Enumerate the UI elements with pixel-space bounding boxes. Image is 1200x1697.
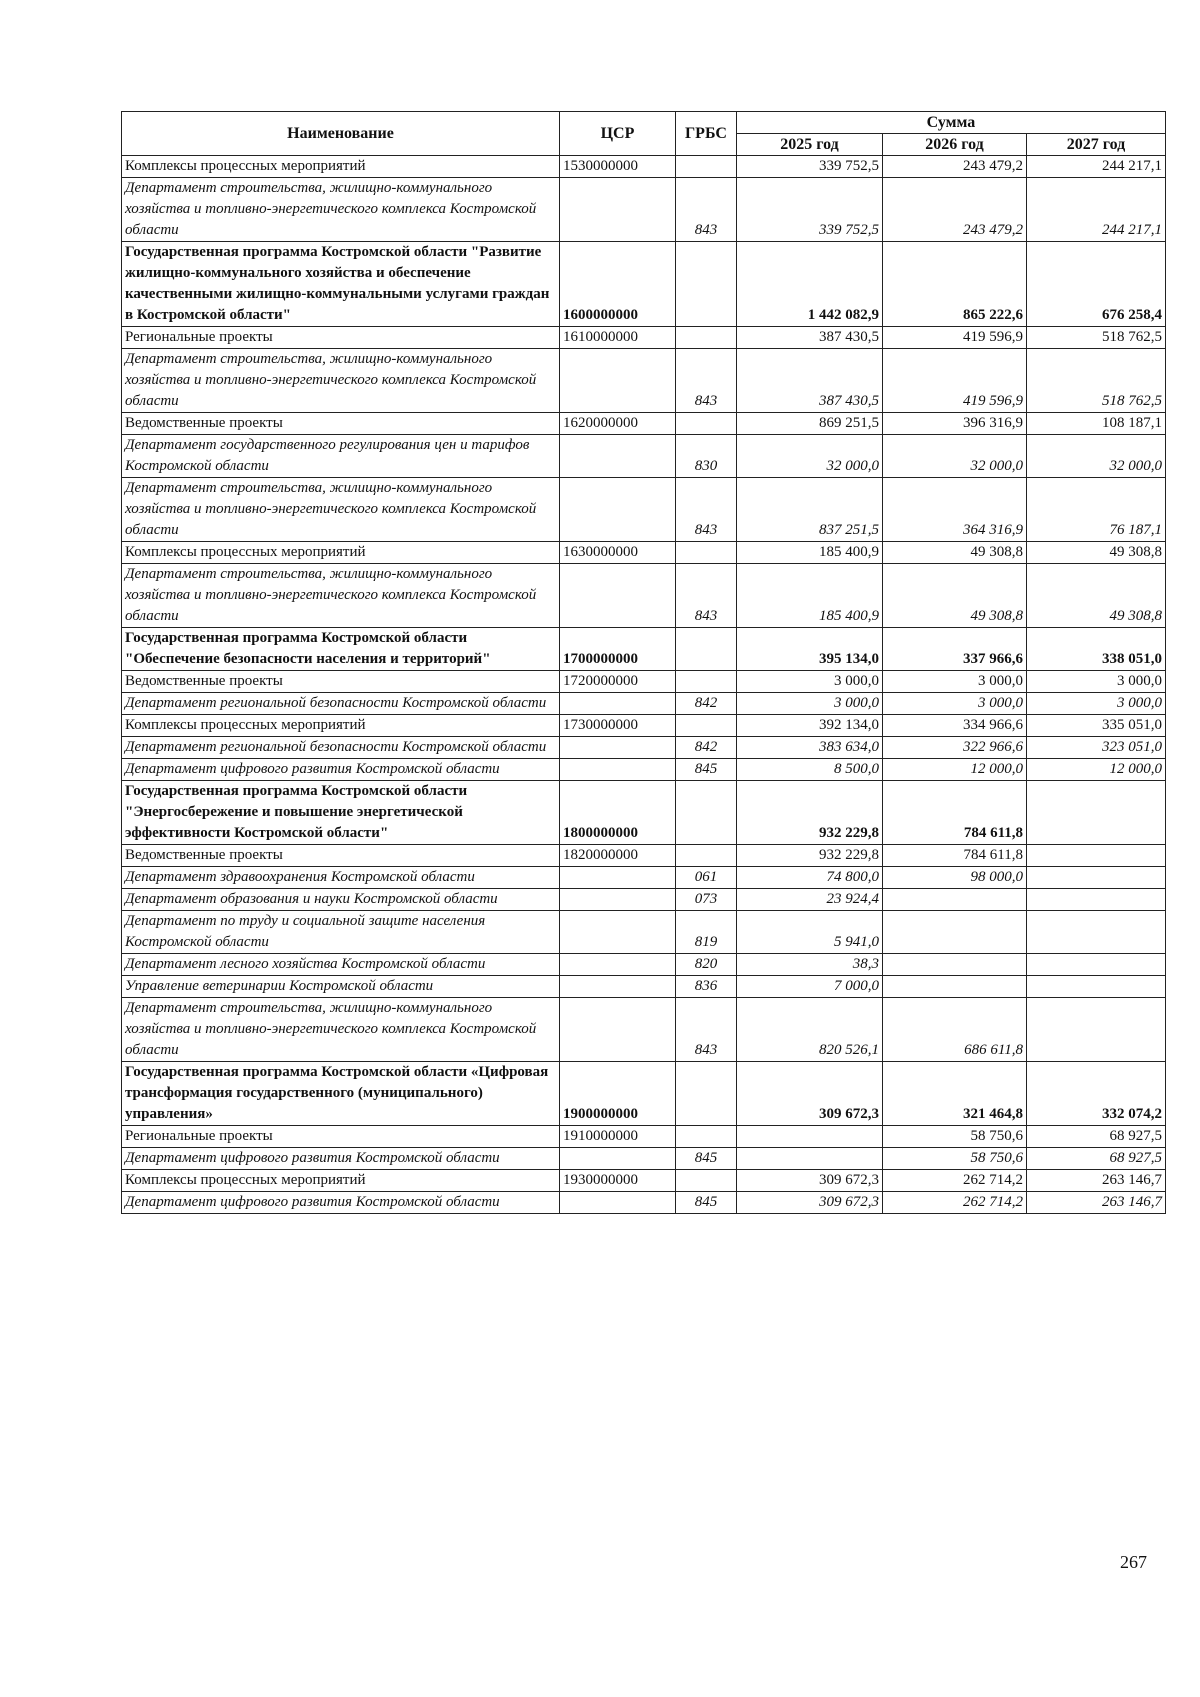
cell-2026 xyxy=(883,889,1027,911)
cell-grbs xyxy=(676,781,737,845)
cell-csr xyxy=(560,911,676,954)
cell-2025 xyxy=(737,1126,883,1148)
cell-grbs: 843 xyxy=(676,998,737,1062)
cell-2027 xyxy=(1027,954,1166,976)
cell-2027: 323 051,0 xyxy=(1027,737,1166,759)
table-row-program xyxy=(122,781,1166,845)
cell-grbs xyxy=(676,1126,737,1148)
cell-2025: 3 000,0 xyxy=(737,671,883,693)
cell-grbs: 842 xyxy=(676,693,737,715)
cell-grbs: 819 xyxy=(676,911,737,954)
cell-2026: 262 714,2 xyxy=(883,1170,1027,1192)
cell-2026: 865 222,6 xyxy=(883,242,1027,327)
cell-2027 xyxy=(1027,911,1166,954)
table-row-dept xyxy=(122,976,1166,998)
cell-2026: 322 966,6 xyxy=(883,737,1027,759)
cell-csr: 1800000000 xyxy=(560,781,676,845)
cell-2027: 68 927,5 xyxy=(1027,1148,1166,1170)
cell-2026: 419 596,9 xyxy=(883,349,1027,413)
cell-grbs: 845 xyxy=(676,1192,737,1214)
cell-2026: 686 611,8 xyxy=(883,998,1027,1062)
cell-csr xyxy=(560,1148,676,1170)
cell-name: Государственная программа Костромской области "Энергосбережение и повышение энергетической эффективности Костромской области" xyxy=(122,781,560,845)
cell-grbs: 061 xyxy=(676,867,737,889)
cell-2026: 337 966,6 xyxy=(883,628,1027,671)
cell-2027: 335 051,0 xyxy=(1027,715,1166,737)
cell-2027: 68 927,5 xyxy=(1027,1126,1166,1148)
table-row-dept xyxy=(122,693,1166,715)
table-row-dept xyxy=(122,737,1166,759)
cell-name: Департамент по труду и социальной защите населения Костромской области xyxy=(122,911,560,954)
cell-csr: 1700000000 xyxy=(560,628,676,671)
cell-name: Комплексы процессных мероприятий xyxy=(122,1170,560,1192)
cell-2027: 332 074,2 xyxy=(1027,1062,1166,1126)
cell-name: Комплексы процессных мероприятий xyxy=(122,715,560,737)
cell-name: Департамент региональной безопасности Костромской области xyxy=(122,737,560,759)
cell-2025: 339 752,5 xyxy=(737,178,883,242)
cell-name: Ведомственные проекты xyxy=(122,671,560,693)
cell-csr: 1930000000 xyxy=(560,1170,676,1192)
cell-grbs: 843 xyxy=(676,564,737,628)
cell-2025: 932 229,8 xyxy=(737,781,883,845)
cell-name: Департамент государственного регулирования цен и тарифов Костромской области xyxy=(122,435,560,478)
cell-2025: 5 941,0 xyxy=(737,911,883,954)
table-row-subprogram xyxy=(122,542,1166,564)
table-row-subprogram xyxy=(122,327,1166,349)
cell-name: Департамент строительства, жилищно-коммунального хозяйства и топливно-энергетического комплекса Костромской области xyxy=(122,998,560,1062)
cell-csr xyxy=(560,178,676,242)
cell-2026: 364 316,9 xyxy=(883,478,1027,542)
cell-2026: 321 464,8 xyxy=(883,1062,1027,1126)
table-row-subprogram xyxy=(122,413,1166,435)
table-row-subprogram xyxy=(122,671,1166,693)
cell-2026: 58 750,6 xyxy=(883,1148,1027,1170)
cell-2025: 392 134,0 xyxy=(737,715,883,737)
cell-2027: 244 217,1 xyxy=(1027,178,1166,242)
table-row-subprogram xyxy=(122,1126,1166,1148)
cell-name: Комплексы процессных мероприятий xyxy=(122,156,560,178)
cell-2027 xyxy=(1027,781,1166,845)
cell-csr xyxy=(560,478,676,542)
cell-grbs: 836 xyxy=(676,976,737,998)
cell-csr xyxy=(560,1192,676,1214)
cell-csr xyxy=(560,976,676,998)
cell-2026: 3 000,0 xyxy=(883,671,1027,693)
cell-2026: 98 000,0 xyxy=(883,867,1027,889)
cell-2025: 387 430,5 xyxy=(737,327,883,349)
cell-csr: 1730000000 xyxy=(560,715,676,737)
cell-2025: 38,3 xyxy=(737,954,883,976)
cell-2027: 49 308,8 xyxy=(1027,564,1166,628)
cell-grbs: 830 xyxy=(676,435,737,478)
cell-csr: 1600000000 xyxy=(560,242,676,327)
cell-2027 xyxy=(1027,976,1166,998)
cell-2025: 1 442 082,9 xyxy=(737,242,883,327)
cell-2026: 262 714,2 xyxy=(883,1192,1027,1214)
cell-2026: 243 479,2 xyxy=(883,178,1027,242)
cell-2025: 383 634,0 xyxy=(737,737,883,759)
header-year-2026: 2026 год xyxy=(883,134,1027,156)
cell-csr: 1820000000 xyxy=(560,845,676,867)
cell-csr: 1610000000 xyxy=(560,327,676,349)
cell-csr xyxy=(560,435,676,478)
table-row-subprogram xyxy=(122,156,1166,178)
cell-name: Ведомственные проекты xyxy=(122,413,560,435)
cell-name: Департамент здравоохранения Костромской области xyxy=(122,867,560,889)
cell-2025: 185 400,9 xyxy=(737,564,883,628)
cell-name: Государственная программа Костромской области "Обеспечение безопасности населения и территорий" xyxy=(122,628,560,671)
cell-name: Департамент лесного хозяйства Костромской области xyxy=(122,954,560,976)
cell-csr: 1910000000 xyxy=(560,1126,676,1148)
cell-name: Департамент строительства, жилищно-коммунального хозяйства и топливно-энергетического комплекса Костромской области xyxy=(122,564,560,628)
cell-grbs xyxy=(676,715,737,737)
table-row-subprogram xyxy=(122,1170,1166,1192)
cell-csr: 1900000000 xyxy=(560,1062,676,1126)
cell-2027: 263 146,7 xyxy=(1027,1170,1166,1192)
cell-2027: 3 000,0 xyxy=(1027,693,1166,715)
table-row-subprogram xyxy=(122,715,1166,737)
cell-grbs: 843 xyxy=(676,178,737,242)
cell-2026: 419 596,9 xyxy=(883,327,1027,349)
cell-2026: 784 611,8 xyxy=(883,781,1027,845)
cell-2026: 58 750,6 xyxy=(883,1126,1027,1148)
cell-name: Департамент региональной безопасности Костромской области xyxy=(122,693,560,715)
cell-2026 xyxy=(883,911,1027,954)
cell-csr xyxy=(560,998,676,1062)
table-row-dept xyxy=(122,1192,1166,1214)
cell-2025: 3 000,0 xyxy=(737,693,883,715)
cell-name: Департамент цифрового развития Костромской области xyxy=(122,1192,560,1214)
table-body xyxy=(122,156,1166,1214)
cell-2027: 12 000,0 xyxy=(1027,759,1166,781)
cell-csr: 1720000000 xyxy=(560,671,676,693)
cell-2026 xyxy=(883,954,1027,976)
cell-2025: 869 251,5 xyxy=(737,413,883,435)
cell-2027: 518 762,5 xyxy=(1027,327,1166,349)
cell-2026: 12 000,0 xyxy=(883,759,1027,781)
cell-2026: 396 316,9 xyxy=(883,413,1027,435)
cell-2025: 820 526,1 xyxy=(737,998,883,1062)
table-row-dept xyxy=(122,889,1166,911)
header-csr: ЦСР xyxy=(560,112,676,156)
page-number: 267 xyxy=(1120,1552,1147,1572)
header-name: Наименование xyxy=(122,112,560,156)
cell-csr xyxy=(560,954,676,976)
cell-2027: 244 217,1 xyxy=(1027,156,1166,178)
cell-grbs: 820 xyxy=(676,954,737,976)
cell-2026: 32 000,0 xyxy=(883,435,1027,478)
header-grbs: ГРБС xyxy=(676,112,737,156)
cell-grbs: 843 xyxy=(676,349,737,413)
cell-2027 xyxy=(1027,867,1166,889)
cell-grbs xyxy=(676,1170,737,1192)
cell-grbs: 845 xyxy=(676,1148,737,1170)
cell-grbs xyxy=(676,242,737,327)
cell-2027 xyxy=(1027,998,1166,1062)
table-row-subprogram xyxy=(122,845,1166,867)
cell-2027: 49 308,8 xyxy=(1027,542,1166,564)
cell-name: Департамент строительства, жилищно-коммунального хозяйства и топливно-энергетического комплекса Костромской области xyxy=(122,349,560,413)
cell-csr xyxy=(560,693,676,715)
cell-csr: 1630000000 xyxy=(560,542,676,564)
cell-grbs xyxy=(676,327,737,349)
cell-grbs xyxy=(676,628,737,671)
cell-2027: 76 187,1 xyxy=(1027,478,1166,542)
header-sum: Сумма xyxy=(737,112,1166,134)
cell-csr: 1620000000 xyxy=(560,413,676,435)
cell-grbs xyxy=(676,156,737,178)
cell-csr xyxy=(560,867,676,889)
cell-csr: 1530000000 xyxy=(560,156,676,178)
cell-2025: 185 400,9 xyxy=(737,542,883,564)
cell-csr xyxy=(560,349,676,413)
cell-2026: 334 966,6 xyxy=(883,715,1027,737)
cell-name: Департамент образования и науки Костромской области xyxy=(122,889,560,911)
cell-grbs: 843 xyxy=(676,478,737,542)
cell-2027: 263 146,7 xyxy=(1027,1192,1166,1214)
budget-table xyxy=(121,111,1166,1214)
cell-2025: 395 134,0 xyxy=(737,628,883,671)
cell-2025: 309 672,3 xyxy=(737,1062,883,1126)
table-row-dept xyxy=(122,759,1166,781)
cell-csr xyxy=(560,759,676,781)
cell-2026: 49 308,8 xyxy=(883,542,1027,564)
cell-grbs xyxy=(676,1062,737,1126)
cell-2025: 309 672,3 xyxy=(737,1192,883,1214)
cell-2026: 243 479,2 xyxy=(883,156,1027,178)
cell-2027: 3 000,0 xyxy=(1027,671,1166,693)
cell-grbs xyxy=(676,542,737,564)
cell-name: Региональные проекты xyxy=(122,1126,560,1148)
cell-csr xyxy=(560,737,676,759)
table-row-dept xyxy=(122,867,1166,889)
cell-grbs: 845 xyxy=(676,759,737,781)
cell-2025: 932 229,8 xyxy=(737,845,883,867)
cell-2025: 837 251,5 xyxy=(737,478,883,542)
cell-2027: 108 187,1 xyxy=(1027,413,1166,435)
cell-2025: 23 924,4 xyxy=(737,889,883,911)
cell-grbs xyxy=(676,845,737,867)
table-row-program xyxy=(122,242,1166,327)
table-row-dept xyxy=(122,435,1166,478)
cell-csr xyxy=(560,889,676,911)
cell-2025: 74 800,0 xyxy=(737,867,883,889)
table-row-dept xyxy=(122,911,1166,954)
header-year-2025: 2025 год xyxy=(737,134,883,156)
cell-2025 xyxy=(737,1148,883,1170)
table-row-dept xyxy=(122,954,1166,976)
table-row-dept xyxy=(122,478,1166,542)
cell-grbs xyxy=(676,413,737,435)
cell-2027: 32 000,0 xyxy=(1027,435,1166,478)
cell-2025: 32 000,0 xyxy=(737,435,883,478)
cell-2026: 784 611,8 xyxy=(883,845,1027,867)
cell-name: Департамент цифрового развития Костромской области xyxy=(122,1148,560,1170)
cell-name: Государственная программа Костромской области "Развитие жилищно-коммунального хозяйства и обеспечение качественными жилищно-коммунальными услугами граждан в Костромской области" xyxy=(122,242,560,327)
table-row-dept xyxy=(122,998,1166,1062)
cell-name: Ведомственные проекты xyxy=(122,845,560,867)
cell-2027: 676 258,4 xyxy=(1027,242,1166,327)
cell-name: Комплексы процессных мероприятий xyxy=(122,542,560,564)
cell-name: Государственная программа Костромской области «Цифровая трансформация государственного (муниципального) управления» xyxy=(122,1062,560,1126)
cell-2027: 338 051,0 xyxy=(1027,628,1166,671)
cell-2026: 49 308,8 xyxy=(883,564,1027,628)
cell-2027: 518 762,5 xyxy=(1027,349,1166,413)
cell-2027 xyxy=(1027,889,1166,911)
cell-grbs xyxy=(676,671,737,693)
cell-2025: 309 672,3 xyxy=(737,1170,883,1192)
cell-2025: 387 430,5 xyxy=(737,349,883,413)
table-row-dept xyxy=(122,1148,1166,1170)
cell-name: Региональные проекты xyxy=(122,327,560,349)
cell-2026 xyxy=(883,976,1027,998)
table-row-dept xyxy=(122,178,1166,242)
table-row-program xyxy=(122,628,1166,671)
cell-name: Департамент строительства, жилищно-коммунального хозяйства и топливно-энергетического комплекса Костромской области xyxy=(122,478,560,542)
cell-2026: 3 000,0 xyxy=(883,693,1027,715)
cell-name: Департамент цифрового развития Костромской области xyxy=(122,759,560,781)
cell-csr xyxy=(560,564,676,628)
table-row-program xyxy=(122,1062,1166,1126)
table-header xyxy=(122,112,1166,156)
cell-2027 xyxy=(1027,845,1166,867)
cell-2025: 339 752,5 xyxy=(737,156,883,178)
cell-name: Управление ветеринарии Костромской области xyxy=(122,976,560,998)
cell-name: Департамент строительства, жилищно-коммунального хозяйства и топливно-энергетического комплекса Костромской области xyxy=(122,178,560,242)
cell-grbs: 842 xyxy=(676,737,737,759)
table-row-dept xyxy=(122,564,1166,628)
cell-2025: 7 000,0 xyxy=(737,976,883,998)
table-row-dept xyxy=(122,349,1166,413)
header-year-2027: 2027 год xyxy=(1027,134,1166,156)
cell-2025: 8 500,0 xyxy=(737,759,883,781)
cell-grbs: 073 xyxy=(676,889,737,911)
